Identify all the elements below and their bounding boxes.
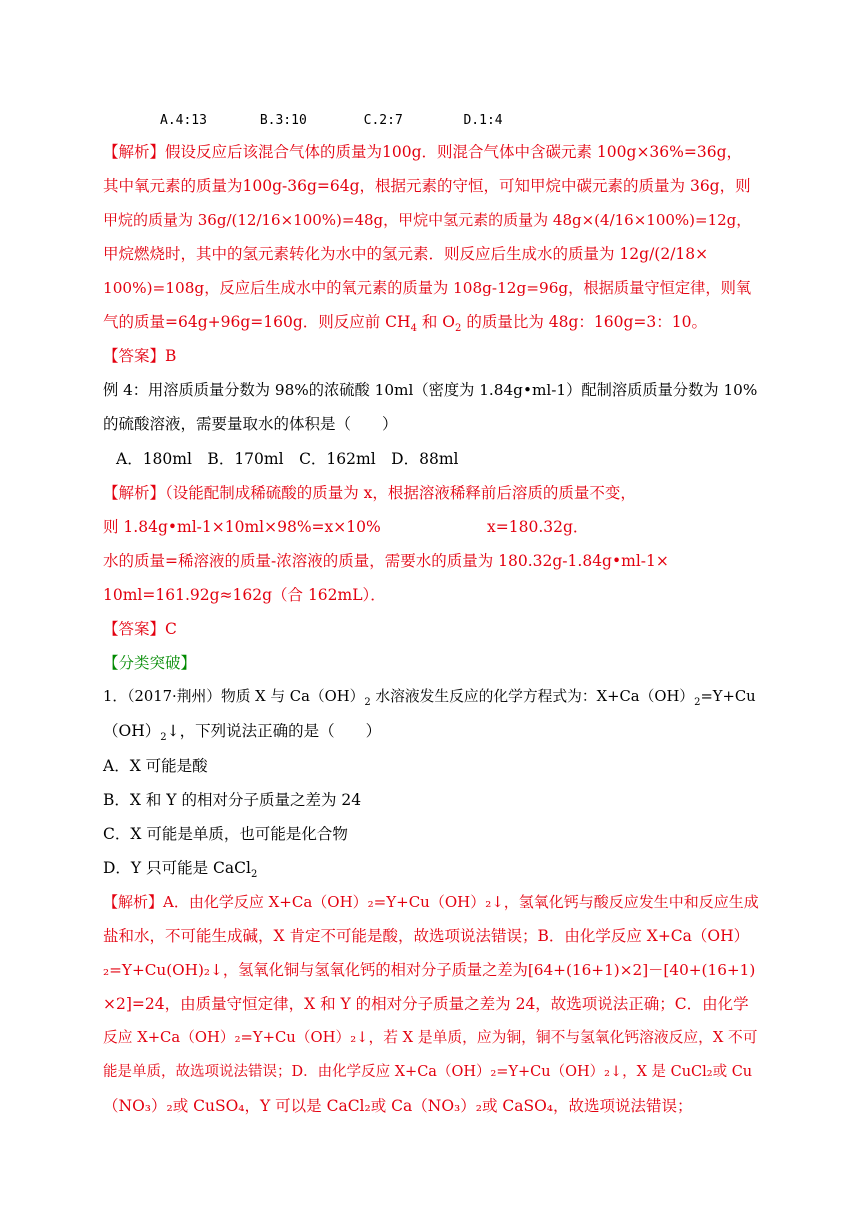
q1-stem-text: 水溶液发生反应的化学方程式为：X+Ca（OH） [370,688,695,705]
ex4-options: A．180ml B．170ml C．162ml D．88ml [116,450,459,468]
subscript: 2 [250,869,258,881]
q1-stem-text: ↓，下列说法正确的是（ ） [166,722,382,740]
q1-analysis-line-4: ×2]=24，由质量守恒定律，X 和 Y 的相对分子质量之差为 24，故选项说法正确；C．由化学 [103,995,749,1013]
subscript: 2 [694,696,701,708]
ex4-analysis-line-3: 水的质量=稀溶液的质量-浓溶液的质量，需要水的质量为 180.32g-1.84g•ml-1× [103,552,669,570]
q1-stem-text: 1．（2017·荆州）物质 X 与 Ca（OH） [103,688,365,705]
q1-stem-line-2 [103,720,381,742]
q1-option-d [103,857,257,879]
ex4-answer: 【答案】C [103,620,177,638]
subscript: 4 [410,323,417,335]
subscript: 2 [160,732,167,744]
ex3-analysis-text: 气的质量=64g+96g=160g．则反应前 CH [103,313,411,331]
q1-option-d-text: D．Y 只可能是 CaCl [103,859,251,877]
ex4-analysis-line-4: 10ml=161.92g≈162g（合 162mL）． [103,586,386,604]
ex3-option-c: C.2:7 [363,113,403,128]
ex3-answer: 【答案】B [103,347,177,365]
q1-option-a: A．X 可能是酸 [103,757,208,775]
q1-option-c: C．X 可能是单质，也可能是化合物 [103,825,348,843]
ex3-analysis-line-1: 【解析】假设反应后该混合气体的质量为100g．则混合气体中含碳元素 100g×36%=36g， [103,143,743,161]
ex4-question-line-1: 例 4：用溶质质量分数为 98%的浓硫酸 10ml（密度为 1.84g•ml-1）配制溶质质量分数为 10% [103,381,758,399]
q1-option-b: B．X 和 Y 的相对分子质量之差为 24 [103,791,362,809]
ex3-analysis-line-2: 其中氧元素的质量为100g-36g=64g，根据元素的守恒，可知甲烷中碳元素的质量为 36g，则 [103,177,751,195]
ex3-analysis-line-4: 甲烷燃烧时，其中的氢元素转化为水中的氢元素．则反应后生成水的质量为 12g/(2/18× [103,245,709,263]
ex3-options [160,110,503,132]
q1-stem-text: =Y+Cu [700,688,756,705]
ex4-equation: 则 1.84g•ml-1×10ml×98%=x×10% [103,518,381,536]
ex3-option-a: A.4:13 [160,113,207,128]
ex3-analysis-line-3: 甲烷的质量为 36g/(12/16×100%)=48g，甲烷中氢元素的质量为 48g×(4/16×100%)=12g， [103,211,752,229]
section-heading: 【分类突破】 [103,654,197,672]
subscript: 2 [455,323,462,335]
ex3-analysis-text: 和 O [416,313,456,331]
q1-stem-text: （OH） [103,722,161,740]
ex3-analysis-text: 的质量比为 48g：160g=3：10。 [461,313,707,331]
ex3-option-d: D.1:4 [463,113,503,128]
subscript: 2 [364,696,371,708]
ex3-analysis-line-5: 100%)=108g，反应后生成水中的氧元素的质量为 108g-12g=96g，根据质量守恒定律，则氧 [103,279,752,297]
ex4-question-line-2: 的硫酸溶液，需要量取水的体积是（ ） [103,415,398,433]
ex3-option-b: B.3:10 [259,113,307,128]
ex3-analysis-line-6 [103,311,707,333]
ex4-result: x=180.32g． [487,518,589,536]
q1-analysis-line-2: 盐和水，不可能生成碱，X 肯定不可能是酸，故选项说法错误；B．由化学反应 X+Ca（OH） [103,927,750,945]
q1-stem-line-1 [103,686,756,708]
q1-analysis-line-7: （NO₃）₂或 CuSO₄，Y 可以是 CaCl₂或 Ca（NO₃）₂或 CaSO₄，故选项说法错误； [103,1097,693,1115]
q1-analysis-line-5: 反应 X+Ca（OH）₂=Y+Cu（OH）₂↓，若 X 是单质，应为铜，铜不与氢氧化钙溶液反应，X 不可 [103,1029,758,1046]
ex4-analysis-line-2 [103,516,589,538]
ex4-analysis-line-1: 【解析】（设能配制成稀硫酸的质量为 x，根据溶液稀释前后溶质的质量不变， [103,484,636,502]
q1-analysis-line-6: 能是单质，故选项说法错误；D．由化学反应 X+Ca（OH）₂=Y+Cu（OH）₂↓，X 是 CuCl₂或 Cu [103,1064,753,1080]
q1-analysis-line-1: 【解析】A．由化学反应 X+Ca（OH）₂=Y+Cu（OH）₂↓，氢氧化钙与酸反应发生中和反应生成 [103,893,759,911]
q1-analysis-line-3: ₂=Y+Cu(OH)₂↓，氢氧化铜与氢氧化钙的相对分子质量之差为[64+(16+1)×2]－[40+(16+1) [103,961,756,979]
